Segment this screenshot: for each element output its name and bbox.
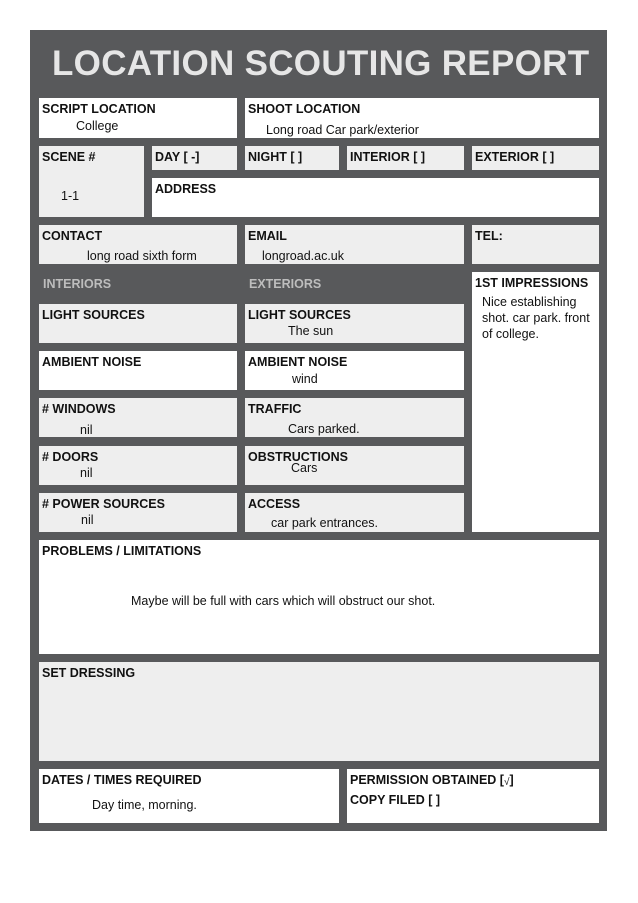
address-label: ADDRESS [155,182,217,196]
exterior-light-sources-field[interactable] [245,304,464,343]
scene-number-value: 1-1 [61,189,80,203]
address-field[interactable] [152,178,599,217]
traffic-value: Cars parked. [288,422,360,436]
email-value: longroad.ac.uk [262,249,345,263]
permission-obtained-checkbox[interactable] [350,773,514,787]
power-sources-label: # POWER SOURCES [42,497,165,511]
problems-limitations-value: Maybe will be full with cars which will obstruct our shot. [131,594,436,608]
email-label: EMAIL [248,229,287,243]
interior-ambient-noise-field[interactable] [39,351,237,390]
exterior-ambient-noise-field[interactable] [245,351,464,390]
power-sources-field[interactable] [39,493,237,532]
script-location-label: SCRIPT LOCATION [42,102,156,116]
copy-filed-checkbox[interactable]: COPY FILED [ ] [350,793,441,807]
email-field[interactable] [245,225,464,264]
doors-label: # DOORS [42,450,99,464]
doors-field[interactable] [39,446,237,485]
exterior-light-sources-label: LIGHT SOURCES [248,308,351,322]
interior-label: INTERIOR [ ] [350,150,425,164]
interior-light-sources-field[interactable] [39,304,237,343]
doors-value: nil [80,466,93,480]
shoot-location-field[interactable] [245,98,599,138]
set-dressing-label: SET DRESSING [42,666,136,680]
interiors-heading: INTERIORS [43,277,112,291]
permission-obtained-label: PERMISSION OBTAINED [ [350,773,504,787]
tel-label: TEL: [475,229,503,243]
scene-number-label: SCENE # [42,150,96,164]
dates-times-field[interactable] [39,769,339,823]
exterior-ambient-noise-value: wind [292,372,318,386]
day-label: DAY [ -] [155,150,200,164]
shoot-location-label: SHOOT LOCATION [248,102,361,116]
windows-field[interactable] [39,398,237,437]
night-label: NIGHT [ ] [248,150,303,164]
dates-times-value: Day time, morning. [92,798,197,812]
problems-limitations-label: PROBLEMS / LIMITATIONS [42,544,202,558]
shoot-location-value: Long road Car park/exterior [266,123,419,137]
traffic-field[interactable] [245,398,464,437]
exterior-label: EXTERIOR [ ] [475,150,555,164]
first-impressions-value: Nice establishing shot. car park. front of college. [482,295,590,341]
tel-field[interactable] [472,225,599,264]
contact-field[interactable] [39,225,237,264]
windows-value: nil [80,423,93,437]
interior-light-sources-label: LIGHT SOURCES [42,308,145,322]
permission-check-mark: √ [503,777,510,788]
set-dressing-field[interactable] [39,662,599,761]
script-location-field[interactable] [39,98,237,138]
day-checkbox-field[interactable] [152,146,237,170]
exterior-ambient-noise-label: AMBIENT NOISE [248,355,348,369]
exterior-light-sources-value: The sun [288,324,334,338]
windows-label: # WINDOWS [42,402,116,416]
permission-close-bracket: ] [509,773,514,787]
first-impressions-label: 1ST IMPRESSIONS [475,276,589,290]
traffic-label: TRAFFIC [248,402,302,416]
power-sources-value: nil [81,513,94,527]
first-impressions-field[interactable] [472,272,599,532]
contact-label: CONTACT [42,229,103,243]
access-label: ACCESS [248,497,301,511]
contact-value: long road sixth form [87,249,197,263]
report-title: LOCATION SCOUTING REPORT [52,44,590,83]
exterior-checkbox-field[interactable] [472,146,599,170]
permission-copy-field[interactable] [347,769,599,823]
dates-times-label: DATES / TIMES REQUIRED [42,773,202,787]
obstructions-value: Cars [291,461,318,475]
obstructions-label: OBSTRUCTIONS [248,450,348,464]
access-value: car park entrances. [271,516,378,530]
interior-checkbox-field[interactable] [347,146,464,170]
exteriors-heading: EXTERIORS [249,277,322,291]
access-field[interactable] [245,493,464,532]
night-checkbox-field[interactable] [245,146,339,170]
script-location-value: College [76,119,119,133]
obstructions-field[interactable] [245,446,464,485]
scene-number-field[interactable] [39,146,144,217]
problems-limitations-field[interactable] [39,540,599,654]
interior-ambient-noise-label: AMBIENT NOISE [42,355,142,369]
